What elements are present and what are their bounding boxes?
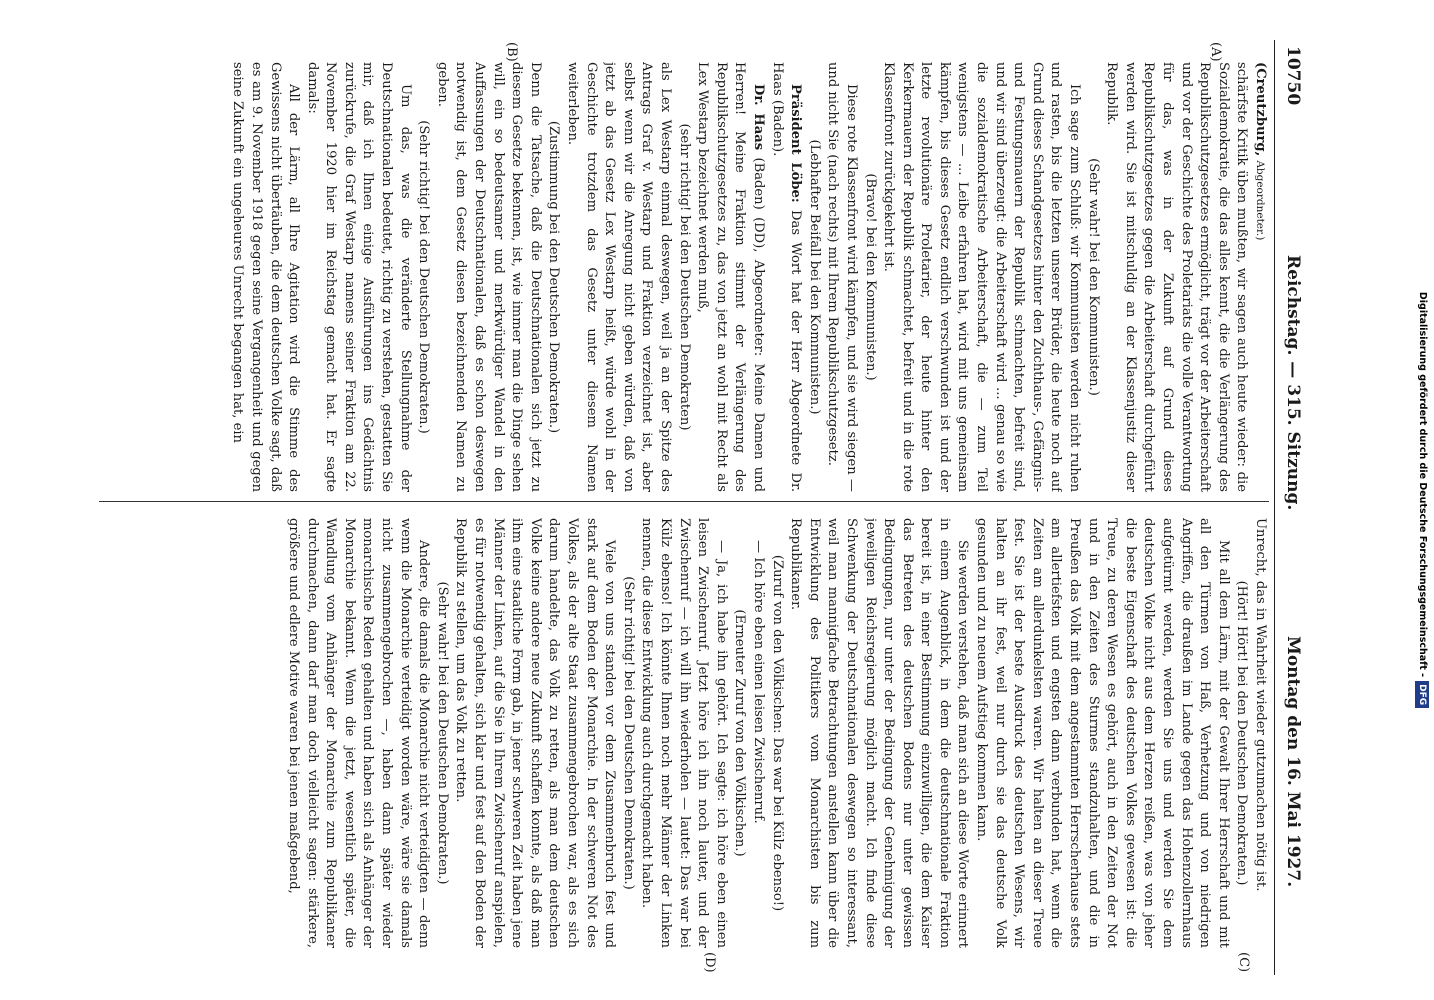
president-statement (767, 62, 804, 492)
scanned-page (90, 40, 1315, 975)
left-column (99, 62, 1269, 492)
interjection: (Zuruf von den Völkischen: Das war bei Külz ebenso!) (769, 554, 785, 912)
paragraph: (Baden) (DD), Abgeordneter: Meine Damen und Herren! Meine Fraktion stimmt der Verlängerung des Republikschutzgesetzes zu, das von jetzt an wohl mit Recht als Lex Westarp bezeichnet werden muß, (695, 62, 766, 492)
interjection: (Zustimmung bei den Deutschen Demokraten.) (546, 120, 562, 434)
paragraph: Viele von uns standen vor dem Zusammenbruch fest und stark auf dem Boden der Monarchie. In der schweren Not des Volkes, als der alte Staat zusammengebrochen war, als es sich darum handelte, das Volk zu retten, als man dem deutschen Volke keine andere neue Zukunft schaffen konnte, als daß man ihm eine staatliche Form gab, in jener schweren Zeit haben jene Männer der Linken, auf die Sie in Ihrem Zwischenruf anspielen, es für notwendig gehalten, sich klar und fest auf den Boden der Republik zu stellen, um das Volk zu retten. (453, 518, 618, 948)
president-name: Präsident Löbe: (788, 84, 804, 203)
quotation: Unrecht, das in Wahrheit wieder gutzumachen nötig ist. (1253, 518, 1268, 892)
session-date: Montag den 16. Mai 1927. (1283, 636, 1303, 888)
interjection: (Hört! Hört! bei den Deutschen Demokraten.) (1234, 580, 1250, 886)
quotation: All der Lärm, all Ihre Agitation wird die Stimme des Gewissens nicht übertäuben, die dem deutschen Volke sagt, daß es am 9. November 1918 gegen seine Vergangenheit und gegen seine Zukunft ein ungeheures Unrecht begangen hat, ein (230, 62, 302, 492)
speaker-role: Abgeordneter.) (1254, 160, 1266, 241)
paragraph: — Ich höre eben einen leisen Zwischenruf. (750, 540, 766, 824)
speaker-name: Dr. Haas (750, 84, 766, 151)
speaker-name: (Creutzburg, (1253, 62, 1268, 157)
margin-letter-a: (A) (1208, 42, 1223, 62)
interjection: (Bravo! bei den Kommunisten.) (862, 173, 878, 381)
paragraph: — Ja, ich habe ihn gehört. Ich sagte: ich höre eben einen leisen Zwischenruf. Jetzt höre ich ihn noch lauter, und der Zwischenruf — ich will ihn wiederholen — lautet: Das war bei Külz ebenso! Ich könnte Ihnen noch mehr Männer der Linken nennen, die diese Entwicklung auch durchgemacht haben. (639, 518, 729, 948)
paragraph: Ich sage zum Schluß: wir Kommunisten werden nicht ruhen und rasten, bis die letzten unserer Brüder, die heute noch auf Grund dieses Schandgesetzes hinter den Zuchthaus-, Gefängnis- und Festungsmauern der Republik schmachten, befreit sind, und wir sind überzeugt: die Arbeiterschaft wird ... genau so wie die sozialdemokratische Arbeiterschaft, die — zum Teil wenigstens — ... Leibe erfahren hat, wird mit uns gemeinsam kämpfen, bis dieses Gesetz endlich verschwunden ist und der letzte revolutionäre Proletarier, der heute hinter den Kerkermauern der Republik schmachtet, befreit und in die rote Klassenfront zurückgekehrt ist. (881, 62, 1083, 492)
quotation: Mit all dem Lärm, mit der Gewalt Ihrer Herrschaft und mit all den Türmen von Haß, Verhetzung und von niedrigen Angriffen, die draußen im Lande gegen das Hohenzollernhaus aufgetürmt werden, werden Sie uns und werden Sie dem deutschen Volke nicht aus dem Herzen reißen, was von jeher die beste Eigenschaft des deutschen Volkes gewesen ist: die Treue, zu deren Wesen es gehört, auch in den Zeiten der Not und in den Zeiten des Sturmes standzuhalten, und die in Preußen das Volk mit dem angestammten Herrscherhause stets am allertiefsten und engsten dann verbunden hat, wenn die Zeiten am allerdunkelsten waren. Wir halten an dieser Treue fest. Sie ist der beste Ausdruck des deutschen Wesens, wir halten an ihr fest, weil nur durch sie das deutsche Volk gesunden und zu neuem Aufstieg kommen kann. (974, 518, 1231, 948)
paragraph: schärfste Kritik üben mußten, wir sagen auch heute wieder: die Sozialdemokratie, die das alles kennt, die die Verlängerung des Republikschutzgesetzes ermöglicht, trägt vor der Arbeiterschaft und vor der Geschichte des Proletariats die volle Verantwortung für das, was in der Zukunft auf Grund dieses Republikschutzgesetzes gegen die Arbeiterschaft durchgeführt werden wird. Sie ist mitschuldig an der Klassenjustiz dieser Republik. (1104, 62, 1250, 492)
rotated-page-content (90, 40, 1315, 975)
credit-text (1412, 10, 1432, 990)
paragraph: als Lex Westarp einmal deswegen, weil ja an der Spitze des Antrags Graf v. Westarp und Fraktion verzeichnet ist, aber selbst wenn wir die Anregung nicht geben würden, daß von jetzt ab das Gesetz Lex Westarp heißt, würde wohl in der Geschichte trotzdem das Gesetz unter diesem Namen weiterleben. (565, 62, 673, 492)
session-title: Reichstag. — 315. Sitzung. (1283, 255, 1303, 511)
interjection: (Sehr wahr! bei den Deutschen Demokraten.) (434, 581, 450, 885)
digitization-credit (1412, 10, 1432, 990)
interjection: (Erneuter Zuruf von den Völkischen.) (732, 609, 748, 857)
paragraph: Sie werden verstehen, daß man sich an diese Worte erinnert in einem Augenblick, in dem die deutschnationale Fraktion bereit ist, in einer Bestimmung einzuwilligen, die dem Kaiser das Betreten des deutschen Bodens nur unter gewissen Bedingungen, nur unter der Bedingung der Genehmigung der jeweiligen Reichsregierung möglich macht. Ich finde diese Schwenkung der Deutschnationalen deswegen so interessant, weil man mannigfache Betrachtungen anstellen kann über die Entwicklung des Politikers vom Monarchisten bis zum Republikaner. (788, 518, 971, 948)
interjection: (Sehr richtig! bei den Deutschen Demokraten.) (620, 576, 636, 890)
speech-start (693, 62, 767, 492)
credit-label: Digitalisierung gefördert durch die Deutsche Forschungsgemeinschaft - (1417, 291, 1428, 678)
page-number: 10750 (1283, 46, 1303, 106)
right-column (99, 518, 1269, 948)
paragraph: Andere, die damals die Monarchie nicht verteidigten — denn wenn die Monarchie verteidigt worden wäre, wäre sie damals nicht zusammengebrochen —, haben dann später wieder monarchische Reden gehalten und haben sich als Anhänger der Monarchie bekannt. Wenn die jetzt, wesentlich später, die Wandlung vom Anhänger der Monarchie zum Republikaner durchmachen, dann darf man doch vielleicht sagen: stärkere, größere und edlere Motive waren bei jenen maßgebend, (286, 518, 432, 948)
page-header (1274, 40, 1315, 975)
paragraph: Diese rote Klassenfront wird kämpfen, und sie wird siegen — und nicht Sie (nach rechts) mit Ihrem Republikschutzgesetz. (825, 62, 859, 492)
interjection: (sehr richtig! bei den Deutschen Demokraten) (676, 123, 692, 431)
interjection: (Sehr wahr! bei den Kommunisten.) (1085, 158, 1101, 396)
interjection: (Lebhafter Beifall bei den Kommunisten.) (806, 139, 822, 415)
margin-letter-b: (B) (504, 42, 519, 62)
paragraph: Denn die Tatsache, daß die Deutschnationalen sich jetzt zu diesem Gesetze bekennen, ist, wie immer man die Dinge sehen will, ein so bedeutsamer und merkwürdiger Wandel in den Auffassungen der Deutschnationalen, daß es schon deswegen notwendig ist, dem Gesetz diesen bezeichnenden Namen zu geben. (434, 62, 543, 492)
margin-letter-d: (D) (702, 952, 717, 973)
paragraph: Das Wort hat der Herr Abgeordnete Dr. Haas (Baden). (769, 62, 804, 492)
interjection: (Sehr richtig! bei den Deutschen Demokraten.) (416, 120, 432, 434)
dfg-logo: DFG (1415, 681, 1429, 708)
column-divider (99, 501, 1269, 502)
margin-letter-c: (C) (1236, 952, 1251, 973)
paragraph: Um das, was die veränderte Stellungnahme der Deutschnationalen bedeutet, richtig zu verstehen, gestatten Sie mir, daß ich Ihnen einige Ausführungen ins Gedächtnis zurückrufe, die Graf Westarp namens seiner Fraktion am 22. November 1920 hier im Reichstag gemacht hat. Er sagte damals: (304, 62, 413, 492)
speaker-heading (1250, 62, 1269, 492)
